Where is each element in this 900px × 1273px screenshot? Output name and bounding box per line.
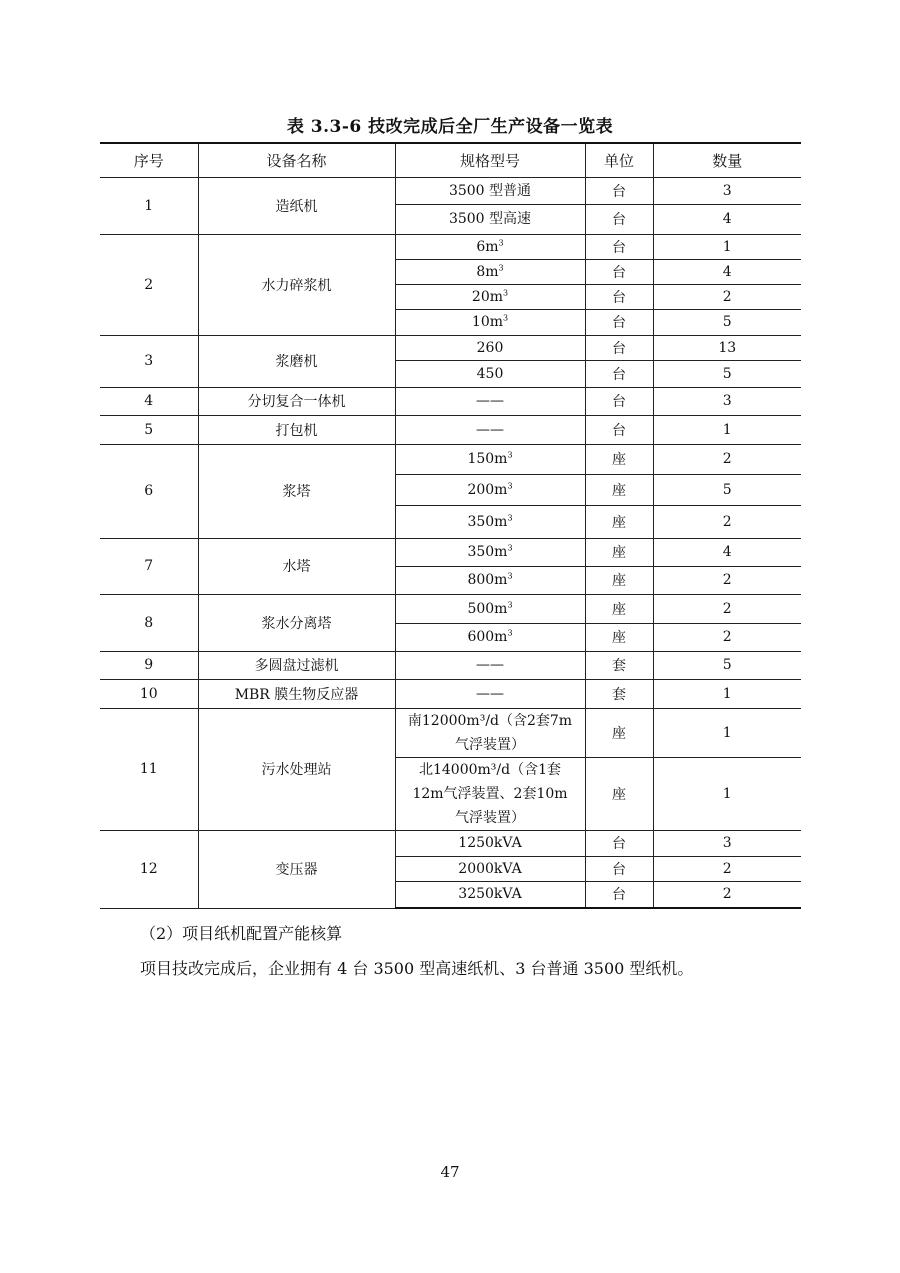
cell-spec — [395, 259, 585, 284]
spec-text: —— — [476, 657, 504, 673]
table-row — [100, 234, 801, 259]
spec-superscript: 3 — [507, 512, 513, 522]
cell-unit: 台 — [585, 204, 653, 234]
cell-quantity: 5 — [653, 309, 801, 335]
cell-unit: 座 — [585, 474, 653, 505]
cell-quantity: 5 — [653, 360, 801, 387]
cell-equipment-name: MBR 膜生物反应器 — [198, 679, 395, 708]
cell-spec — [395, 538, 585, 566]
spec-text: 3250kVA — [458, 886, 522, 903]
header-spec: 规格型号 — [395, 143, 585, 177]
cell-spec — [395, 234, 585, 259]
spec-text: —— — [476, 421, 504, 438]
cell-spec — [395, 594, 585, 623]
cell-spec — [395, 566, 585, 594]
spec-superscript: 3 — [503, 313, 509, 323]
table-caption: 表 3.3-6 技改完成后全厂生产设备一览表 — [286, 117, 614, 137]
spec-text: —— — [476, 393, 504, 409]
spec-text: 10m — [471, 314, 503, 330]
cell-quantity: 2 — [653, 594, 801, 623]
cell-quantity: 4 — [653, 204, 801, 234]
table-row — [100, 830, 801, 856]
cell-equipment-name: 浆水分离塔 — [198, 594, 395, 651]
cell-seq: 1 — [100, 177, 198, 234]
cell-quantity: 4 — [653, 538, 801, 566]
cell-unit: 套 — [585, 651, 653, 679]
cell-equipment-name: 造纸机 — [198, 177, 395, 234]
table-row — [100, 387, 801, 415]
spec-text: 150m — [467, 451, 508, 467]
cell-unit: 台 — [585, 387, 653, 415]
cell-seq: 3 — [100, 335, 198, 387]
spec-text: 3500 型高速 — [448, 211, 532, 227]
spec-text: 350m — [467, 513, 508, 530]
cell-unit: 台 — [585, 335, 653, 360]
header-qty: 数量 — [653, 143, 801, 177]
cell-spec — [395, 474, 585, 505]
cell-equipment-name: 污水处理站 — [198, 708, 395, 830]
table-row — [100, 415, 801, 444]
cell-spec — [395, 679, 585, 708]
page-number: 47 — [440, 1163, 460, 1181]
cell-unit: 座 — [585, 594, 653, 623]
cell-seq: 9 — [100, 651, 198, 679]
spec-text: 3500 型普通 — [448, 182, 532, 199]
cell-seq: 8 — [100, 594, 198, 651]
spec-text: 1250kVA — [458, 835, 522, 851]
header-name: 设备名称 — [198, 143, 395, 177]
cell-equipment-name: 分切复合一体机 — [198, 387, 395, 415]
table-row — [100, 335, 801, 360]
table-row — [100, 708, 801, 757]
cell-seq: 5 — [100, 415, 198, 444]
cell-unit: 台 — [585, 856, 653, 881]
spec-text: 200m — [467, 481, 508, 498]
cell-spec — [395, 335, 585, 360]
cell-spec — [395, 881, 585, 908]
cell-unit: 台 — [585, 415, 653, 444]
cell-quantity: 2 — [653, 881, 801, 908]
cell-unit: 台 — [585, 309, 653, 335]
cell-unit: 座 — [585, 444, 653, 474]
cell-quantity: 5 — [653, 474, 801, 505]
cell-equipment-name: 变压器 — [198, 830, 395, 908]
cell-spec — [395, 757, 585, 830]
cell-seq: 6 — [100, 444, 198, 538]
spec-text: 2000kVA — [458, 860, 522, 877]
cell-unit: 台 — [585, 234, 653, 259]
cell-unit: 台 — [585, 177, 653, 204]
spec-text: —— — [476, 685, 504, 702]
header-seq: 序号 — [100, 143, 198, 177]
cell-spec — [395, 204, 585, 234]
spec-text: 260 — [476, 339, 504, 356]
cell-spec — [395, 623, 585, 651]
cell-seq: 2 — [100, 234, 198, 335]
cell-unit: 台 — [585, 881, 653, 908]
cell-unit: 台 — [585, 830, 653, 856]
cell-spec — [395, 415, 585, 444]
cell-quantity: 4 — [653, 259, 801, 284]
cell-quantity: 2 — [653, 566, 801, 594]
cell-equipment-name: 浆塔 — [198, 444, 395, 538]
cell-spec — [395, 360, 585, 387]
cell-equipment-name: 浆磨机 — [198, 335, 395, 387]
spec-superscript: 3 — [507, 450, 513, 460]
spec-text: 600m — [467, 629, 508, 645]
cell-quantity: 2 — [653, 856, 801, 881]
spec-superscript: 3 — [503, 287, 509, 297]
cell-quantity: 2 — [653, 444, 801, 474]
cell-quantity: 13 — [653, 335, 801, 360]
cell-quantity: 2 — [653, 505, 801, 538]
cell-unit: 座 — [585, 623, 653, 651]
cell-seq: 4 — [100, 387, 198, 415]
cell-quantity: 1 — [653, 708, 801, 757]
body-paragraph: 项目技改完成后，企业拥有 4 台 3500 型高速纸机、3 台普通 3500 型纸机。 — [140, 959, 694, 978]
cell-quantity: 3 — [653, 177, 801, 204]
cell-spec — [395, 651, 585, 679]
cell-seq: 10 — [100, 679, 198, 708]
cell-unit: 台 — [585, 360, 653, 387]
cell-unit: 台 — [585, 284, 653, 309]
cell-unit: 座 — [585, 708, 653, 757]
spec-superscript: 3 — [507, 628, 513, 638]
table-row — [100, 177, 801, 204]
cell-quantity: 1 — [653, 679, 801, 708]
cell-spec — [395, 309, 585, 335]
spec-text: 北14000m³/d（含1套12m气浮装置、2套10m气浮装置） — [412, 761, 568, 826]
spec-superscript: 3 — [507, 571, 513, 581]
table-row — [100, 651, 801, 679]
cell-spec — [395, 708, 585, 757]
cell-seq: 11 — [100, 708, 198, 830]
table-row — [100, 538, 801, 566]
header-unit: 单位 — [585, 143, 653, 177]
cell-equipment-name: 多圆盘过滤机 — [198, 651, 395, 679]
cell-quantity: 1 — [653, 415, 801, 444]
cell-spec — [395, 444, 585, 474]
cell-quantity: 3 — [653, 387, 801, 415]
spec-text: 800m — [467, 572, 508, 588]
cell-unit: 座 — [585, 566, 653, 594]
spec-text: 6m — [476, 238, 499, 255]
spec-superscript: 3 — [498, 237, 504, 247]
spec-text: 350m — [467, 544, 508, 560]
cell-equipment-name: 水塔 — [198, 538, 395, 594]
cell-seq: 7 — [100, 538, 198, 594]
table-body — [100, 177, 801, 908]
spec-superscript: 3 — [507, 599, 513, 609]
spec-text: 南12000m³/d（含2套7m气浮装置） — [407, 712, 573, 753]
cell-quantity: 3 — [653, 830, 801, 856]
cell-spec — [395, 505, 585, 538]
spec-superscript: 3 — [507, 543, 513, 553]
cell-spec — [395, 856, 585, 881]
section-subheading: （2）项目纸机配置产能核算 — [140, 924, 343, 943]
spec-superscript: 3 — [507, 480, 513, 490]
cell-equipment-name: 水力碎浆机 — [198, 234, 395, 335]
cell-quantity: 1 — [653, 757, 801, 830]
table-header-row — [100, 143, 801, 177]
cell-quantity: 1 — [653, 234, 801, 259]
spec-superscript: 3 — [498, 262, 504, 272]
cell-quantity: 2 — [653, 623, 801, 651]
cell-unit: 套 — [585, 679, 653, 708]
cell-equipment-name: 打包机 — [198, 415, 395, 444]
spec-text: 450 — [476, 365, 504, 382]
cell-unit: 座 — [585, 757, 653, 830]
table-row — [100, 594, 801, 623]
cell-spec — [395, 830, 585, 856]
spec-text: 20m — [471, 288, 503, 305]
cell-unit: 座 — [585, 505, 653, 538]
spec-text: 500m — [467, 600, 508, 617]
cell-spec — [395, 387, 585, 415]
cell-unit: 座 — [585, 538, 653, 566]
equipment-table — [100, 142, 801, 909]
table-row — [100, 679, 801, 708]
cell-spec — [395, 177, 585, 204]
cell-spec — [395, 284, 585, 309]
cell-seq: 12 — [100, 830, 198, 908]
spec-text: 8m — [476, 263, 499, 280]
cell-quantity: 5 — [653, 651, 801, 679]
cell-quantity: 2 — [653, 284, 801, 309]
cell-unit: 台 — [585, 259, 653, 284]
table-row — [100, 444, 801, 474]
